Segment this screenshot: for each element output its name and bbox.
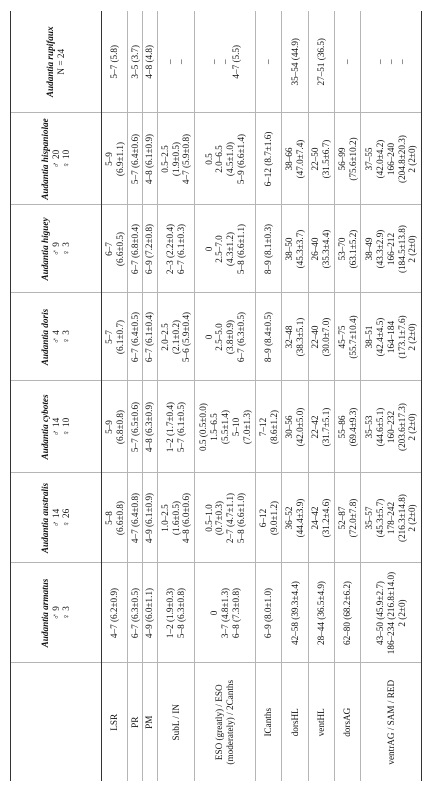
cell-line: (1.9±0.5)	[170, 141, 181, 177]
table-cell	[282, 205, 308, 293]
cell-line: 0	[203, 246, 214, 252]
table-row	[157, 11, 195, 781]
header-row	[11, 11, 102, 781]
cell-line: 2 (2±0)	[407, 145, 418, 173]
cell-line: (6.6±0.5)	[114, 231, 125, 267]
table-cell	[282, 473, 308, 563]
cell-line: 32–48	[284, 325, 295, 349]
cell-line: (31.2±4.6)	[321, 498, 332, 538]
cell-line: 8–9 (8.1±0.3)	[263, 223, 274, 275]
table-cell	[282, 563, 308, 663]
cell-line: 28–44 (36.5±4.9)	[315, 581, 326, 645]
table-cell	[195, 381, 256, 473]
cell-line: 45–75	[336, 325, 347, 349]
cell-line: 2.5–5.0	[214, 323, 225, 351]
table-cell	[102, 381, 128, 473]
table-cell	[102, 11, 128, 113]
cell-line: (43.3±2.9)	[374, 229, 385, 269]
row-label-line: (moderately) / 2Canths	[225, 679, 236, 765]
sample-size: ♂ 14	[50, 508, 61, 528]
sample-size: ♂ 4	[50, 330, 61, 344]
table-cell	[102, 563, 128, 663]
cell-line: (6.8±0.8)	[114, 409, 125, 445]
cell-line: 4–8 (4.8)	[144, 44, 155, 79]
cell-line: 37–55	[363, 147, 374, 171]
cell-line: 166–212	[385, 232, 396, 266]
cell-line: –	[396, 59, 407, 65]
table-cell	[142, 11, 157, 113]
cell-line: (45.3±5.7)	[374, 498, 385, 538]
cell-line: (44.6±5.1)	[374, 407, 385, 447]
table-cell	[334, 381, 360, 473]
cell-line: 27–51 (36.5)	[315, 38, 326, 86]
row-label: dorsHL	[282, 663, 308, 781]
table-cell	[142, 293, 157, 381]
cell-line: 6–12 (8.7±1.6)	[263, 131, 274, 187]
cell-line: (2.1±0.2)	[170, 319, 181, 355]
cell-line: 5–6 (5.9±0.4)	[181, 311, 192, 363]
cell-line: 2.0–6.5	[214, 145, 225, 173]
row-label: ventrAG / SAM / RED	[361, 663, 422, 781]
cell-line: (0.7±0.3)	[214, 500, 225, 536]
table-cell	[195, 473, 256, 563]
cell-line: 38–51	[363, 325, 374, 349]
sample-size: ♂ 9	[50, 242, 61, 256]
cell-line: 62–80 (68.2±6.2)	[342, 581, 353, 645]
table-row	[334, 11, 360, 781]
table-cell	[142, 205, 157, 293]
cell-line: (4.3±1.2)	[225, 231, 236, 267]
cell-line: (42.0±4.2)	[374, 139, 385, 179]
cell-line: (55.7±10.4)	[347, 315, 358, 359]
cell-line: (5.5±1.4)	[219, 409, 230, 445]
cell-line: 5–8 (6.6±1.1)	[236, 223, 247, 275]
cell-line: –	[176, 59, 187, 65]
cell-line: 7–12	[257, 417, 268, 437]
table-cell	[308, 473, 334, 563]
table-cell	[361, 205, 422, 293]
table-row	[195, 11, 256, 781]
cell-line: 38–49	[363, 237, 374, 261]
cell-line: 2 (2±0)	[407, 413, 418, 441]
table-cell	[308, 563, 334, 663]
sample-size: ♀ 3	[61, 242, 72, 256]
table-cell	[128, 473, 143, 563]
table-cell	[334, 113, 360, 205]
cell-line: (35.3±4.4)	[321, 229, 332, 269]
table-cell	[334, 11, 360, 113]
cell-line: 4–7 (5.9±0.8)	[181, 133, 192, 185]
cell-line: –	[374, 59, 385, 65]
cell-line: 55–86	[336, 415, 347, 439]
cell-line: (42.4±4.5)	[374, 317, 385, 357]
table-cell	[256, 113, 282, 205]
cell-line: (203.6±17.3)	[396, 403, 407, 451]
cell-line: (3.8±0.9)	[225, 319, 236, 355]
cell-line: 53–70	[336, 237, 347, 261]
table-cell	[361, 473, 422, 563]
cell-line: 4–8 (6.1±0.9)	[144, 133, 155, 185]
cell-line: 22–40	[310, 325, 321, 349]
cell-line: –	[209, 59, 219, 65]
cell-line: 6–7 (6.4±0.5)	[129, 311, 140, 363]
species-name: Audantia armatus	[39, 578, 50, 648]
morphometric-table	[10, 11, 422, 781]
table-cell	[361, 11, 422, 113]
cell-line: (72.0±7.8)	[347, 498, 358, 538]
table-row	[128, 11, 143, 781]
table-cell	[361, 381, 422, 473]
table-cell	[256, 293, 282, 381]
column-header	[11, 563, 102, 663]
table-cell	[308, 205, 334, 293]
cell-line: 0	[203, 334, 214, 340]
table-cell	[195, 563, 256, 663]
cell-line: (6.1±0.7)	[114, 319, 125, 355]
cell-line: 1–2 (1.9±0.3)	[165, 587, 176, 639]
cell-line: 160–232	[385, 410, 396, 444]
column-header	[11, 11, 102, 113]
cell-line: (69.4±9.3)	[347, 407, 358, 447]
cell-line: 2 (2±0)	[407, 235, 418, 263]
cell-line: 5–8 (6.6±1.0)	[236, 492, 247, 544]
cell-line: 1.0–2.5	[159, 504, 170, 532]
table-cell	[195, 205, 256, 293]
table-cell	[256, 381, 282, 473]
row-label: LSR	[102, 663, 128, 781]
table-cell	[334, 473, 360, 563]
cell-line: (7.0±1.3)	[241, 409, 252, 445]
cell-line: (31.7±5.1)	[321, 407, 332, 447]
cell-line: 56–99	[336, 147, 347, 171]
cell-line: 35–57	[363, 506, 374, 530]
cell-line: 4–9 (6.0±1.1)	[144, 587, 155, 639]
sample-size: ♀ 26	[61, 508, 72, 528]
sample-size: ♂ 14	[50, 417, 61, 437]
cell-line: 5–8 (6.3±0.8)	[176, 587, 187, 639]
table-cell	[308, 293, 334, 381]
cell-line: 6–7 (6.8±0.4)	[129, 223, 140, 275]
cell-line: 178–242	[385, 501, 396, 535]
sample-size: ♀ 10	[61, 149, 72, 169]
cell-line: –	[165, 59, 176, 65]
cell-line: 1.5–6.5	[209, 413, 219, 441]
row-label: ICanths	[256, 663, 282, 781]
cell-line: 2 (2±0)	[396, 599, 407, 627]
sample-size: ♀ 10	[61, 417, 72, 437]
table-cell	[195, 113, 256, 205]
row-label: PM	[142, 663, 157, 781]
column-header	[11, 293, 102, 381]
sample-size: ♂ 20	[50, 149, 61, 169]
cell-line: 166–240	[385, 142, 396, 176]
cell-line: 0.5–2.5	[159, 145, 170, 173]
table-cell	[256, 205, 282, 293]
cell-line: 6–12	[257, 508, 268, 528]
cell-line: (38.3±5.1)	[295, 317, 306, 357]
table-cell	[142, 113, 157, 205]
column-header	[11, 381, 102, 473]
row-label: PR	[128, 663, 143, 781]
cell-line: 0.5 (0.5±0.0)	[198, 403, 209, 451]
table-row	[102, 11, 128, 781]
cell-line: (8.6±1.2)	[268, 409, 279, 445]
cell-line: –	[385, 59, 396, 65]
table-cell	[256, 11, 282, 113]
table-cell	[142, 563, 157, 663]
cell-line: –	[219, 59, 230, 65]
cell-line: 5–9	[103, 152, 114, 166]
cell-line: 2–7 (4.7±1.1)	[225, 492, 236, 544]
cell-line: 5–8	[103, 511, 114, 525]
sample-size: ♀ 3	[61, 330, 72, 344]
cell-line: 24–42	[310, 506, 321, 530]
cell-line: 2.0–2.5	[159, 323, 170, 351]
table-cell	[142, 473, 157, 563]
cell-line: 3–5 (3.7)	[129, 44, 140, 79]
cell-line: 43–50 (45.9±2.7)	[374, 581, 385, 645]
cell-line: 6–8 (7.3±0.8)	[230, 587, 241, 639]
table-cell	[361, 293, 422, 381]
table-cell	[157, 381, 195, 473]
cell-line: (4.5±1.0)	[225, 141, 236, 177]
table-cell	[195, 11, 256, 113]
table-cell	[334, 563, 360, 663]
table-cell	[256, 473, 282, 563]
cell-line: 5–9	[103, 420, 114, 434]
cell-line: 5–7 (6.4±0.6)	[129, 133, 140, 185]
cell-line: 6–7	[103, 242, 114, 256]
cell-line: 164–184	[385, 320, 396, 354]
table-cell	[142, 381, 157, 473]
table-cell	[282, 11, 308, 113]
cell-line: (184.5±13.8)	[396, 225, 407, 273]
table-cell	[128, 113, 143, 205]
column-header	[11, 205, 102, 293]
row-label	[195, 663, 256, 781]
table-cell	[282, 293, 308, 381]
cell-line: 0	[209, 610, 219, 616]
table-cell	[128, 381, 143, 473]
column-header	[11, 473, 102, 563]
cell-line: 4–7 (6.4±0.8)	[129, 492, 140, 544]
cell-line: (173.1±7.6)	[396, 315, 407, 359]
row-label: SubL / IN	[157, 663, 195, 781]
table-cell	[157, 113, 195, 205]
cell-line: 30–56	[284, 415, 295, 439]
table-cell	[282, 381, 308, 473]
row-label: ventHL	[308, 663, 334, 781]
cell-line: 5–9 (6.6±1.4)	[236, 133, 247, 185]
cell-line: 5–7 (6.1±0.5)	[176, 401, 187, 453]
cell-line: 5–7 (6.5±0.6)	[129, 401, 140, 453]
species-name: Audantia rupifaux	[45, 26, 56, 98]
cell-line: (216.3±14.8)	[396, 494, 407, 542]
species-name: Audantia higuey	[39, 217, 50, 281]
cell-line: (31.5±6.7)	[321, 139, 332, 179]
table-cell	[308, 381, 334, 473]
table-cell	[128, 293, 143, 381]
cell-line: 2 (2±0)	[407, 323, 418, 351]
cell-line: 3–7 (4.8±1.3)	[219, 587, 230, 639]
cell-line: 8–9 (8.4±0.5)	[263, 311, 274, 363]
table-cell	[157, 563, 195, 663]
species-name: Audantia doris	[39, 308, 50, 366]
cell-line: 6–9 (8.0±1.0)	[263, 587, 274, 639]
cell-line: 36–52	[284, 506, 295, 530]
cell-line: 38–66	[284, 147, 295, 171]
cell-line: 186–234 (216.8±14.0)	[385, 571, 396, 655]
cell-line: (63.1±5.2)	[347, 229, 358, 269]
cell-line: (204.8±20.3)	[396, 135, 407, 183]
table-cell	[308, 113, 334, 205]
species-name: Audantia cybotes	[39, 394, 50, 460]
cell-line: 6–7 (6.1±0.4)	[144, 311, 155, 363]
cell-line: 4–7 (5.5)	[230, 44, 241, 79]
table-cell	[157, 473, 195, 563]
cell-line: 2.5–7.0	[214, 235, 225, 263]
cell-line: 4–7 (6.2±0.9)	[109, 587, 120, 639]
cell-line: 6–7 (6.1±0.3)	[176, 223, 187, 275]
cell-line: (47.0±7.4)	[295, 139, 306, 179]
cell-line: (9.0±1.2)	[268, 500, 279, 536]
cell-line: 26–40	[310, 237, 321, 261]
cell-line: (45.3±3.7)	[295, 229, 306, 269]
table-cell	[157, 11, 195, 113]
table-row	[142, 11, 157, 781]
sample-size: N = 24	[56, 48, 66, 75]
table-cell	[361, 563, 422, 663]
cell-line: 35–53	[363, 415, 374, 439]
table-cell	[128, 205, 143, 293]
cell-line: 6–7 (6.3±0.5)	[129, 587, 140, 639]
table-cell	[102, 293, 128, 381]
table-row	[256, 11, 282, 781]
table-cell	[334, 205, 360, 293]
cell-line: 4–8 (6.0±0.6)	[181, 492, 192, 544]
species-name: Audantia australis	[39, 482, 50, 554]
table-cell	[102, 113, 128, 205]
cell-line: 5–7	[103, 330, 114, 344]
table-row	[282, 11, 308, 781]
cell-line: –	[263, 59, 274, 65]
cell-line: 4–8 (6.3±0.9)	[144, 401, 155, 453]
column-header	[11, 113, 102, 205]
cell-line: 1–2 (1.7±0.4)	[165, 401, 176, 453]
table-cell	[195, 293, 256, 381]
cell-line: (75.6±10.2)	[347, 137, 358, 181]
cell-line: (6.9±1.1)	[114, 141, 125, 177]
cell-line: 52–87	[336, 506, 347, 530]
table-row	[361, 11, 422, 781]
cell-line: 5–10	[230, 417, 241, 437]
cell-line: 5–7 (5.8)	[109, 44, 120, 79]
table-cell	[282, 113, 308, 205]
sample-size: ♀ 3	[61, 606, 72, 620]
cell-line: (1.6±0.5)	[170, 500, 181, 536]
table-cell	[361, 113, 422, 205]
cell-line: (44.4±3.9)	[295, 498, 306, 538]
table-cell	[157, 293, 195, 381]
table-cell	[102, 205, 128, 293]
cell-line: 6–9 (7.2±0.8)	[144, 223, 155, 275]
cell-line: (42.0±5.0)	[295, 407, 306, 447]
table-cell	[256, 563, 282, 663]
row-label: dorsAG	[334, 663, 360, 781]
cell-line: 35–54 (44.9)	[289, 38, 300, 86]
row-label-line: ESO (greatly) / ESO	[214, 684, 225, 761]
table-cell	[128, 563, 143, 663]
cell-line: 22–42	[310, 415, 321, 439]
cell-line: 42–58 (39.3±4.4)	[289, 581, 300, 645]
cell-line: 38–50	[284, 237, 295, 261]
header-corner	[11, 663, 102, 781]
table-cell	[128, 11, 143, 113]
table-cell	[102, 473, 128, 563]
table-row	[308, 11, 334, 781]
cell-line: (30.0±7.0)	[321, 317, 332, 357]
table-cell	[157, 205, 195, 293]
cell-line: (6.6±0.8)	[114, 500, 125, 536]
sample-size: ♂ 9	[50, 606, 61, 620]
cell-line: 6–7 (6.3±0.5)	[236, 311, 247, 363]
cell-line: 0.5–1.0	[203, 504, 214, 532]
cell-line: 2–3 (2.2±0.4)	[165, 223, 176, 275]
species-name: Audantia hispaniolae	[39, 118, 50, 200]
table-cell	[334, 293, 360, 381]
cell-line: 0.5	[203, 153, 214, 165]
cell-line: 22–50	[310, 147, 321, 171]
cell-line: –	[342, 59, 353, 65]
cell-line: 2 (2±0)	[407, 504, 418, 532]
table-cell	[308, 11, 334, 113]
cell-line: 4–9 (6.1±0.9)	[144, 492, 155, 544]
